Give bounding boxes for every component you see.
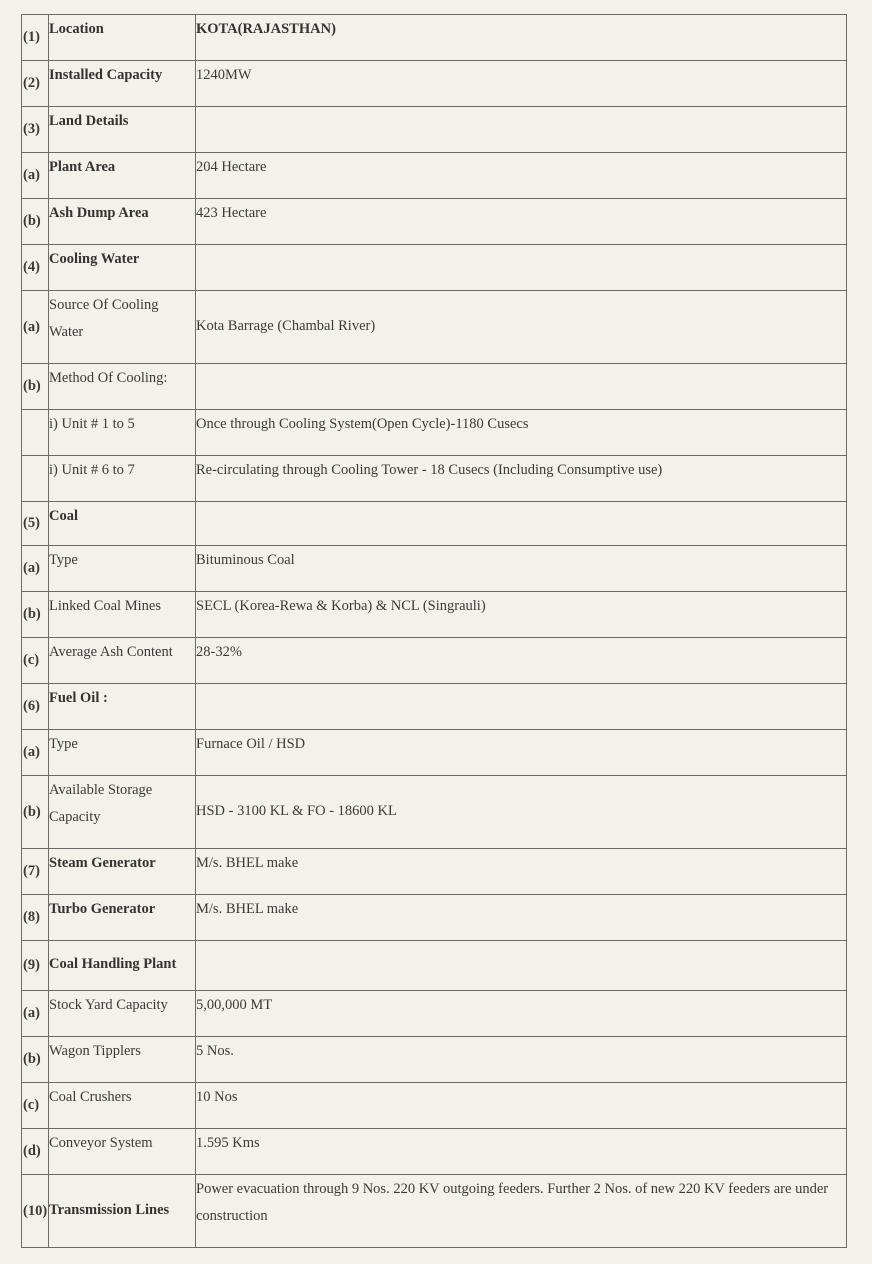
row-label: [49, 1129, 196, 1175]
row-number: (a): [22, 546, 49, 592]
table-row-ash-dump-area: [22, 199, 847, 245]
row-label: [49, 107, 196, 153]
row-value-text: Bituminous Coal: [196, 552, 295, 568]
table-row-fuel-oil-type: [22, 730, 847, 776]
row-value-text: M/s. BHEL make: [196, 855, 299, 871]
row-number: (b): [22, 364, 49, 410]
row-number: (5): [22, 502, 49, 546]
row-label: [49, 245, 196, 291]
row-value-text: 1.595 Kms: [196, 1135, 260, 1151]
row-number: (8): [22, 895, 49, 941]
table-row-stock-yard-capacity: [22, 991, 847, 1037]
row-value-text: [196, 245, 846, 249]
table-row-conveyor-system: [22, 1129, 847, 1175]
table-row-coal-crushers: [22, 1083, 847, 1129]
row-label: [49, 502, 196, 546]
row-label-text: Type: [49, 736, 78, 752]
row-label: [49, 15, 196, 61]
row-value: [196, 61, 847, 107]
row-value: [196, 291, 847, 364]
row-value: [196, 546, 847, 592]
row-value: [196, 1129, 847, 1175]
row-value-text: 423 Hectare: [196, 205, 267, 221]
table-row-installed-capacity: [22, 61, 847, 107]
table-row-average-ash-content: [22, 638, 847, 684]
row-value: [196, 730, 847, 776]
row-number: (2): [22, 61, 49, 107]
row-label: [49, 684, 196, 730]
row-label: [49, 291, 196, 364]
table-row-wagon-tipplers: [22, 1037, 847, 1083]
row-label: [49, 941, 196, 991]
row-number: (4): [22, 245, 49, 291]
row-number: (3): [22, 107, 49, 153]
row-value-text: HSD - 3100 KL & FO - 18600 KL: [196, 802, 397, 819]
row-label-text: Plant Area: [49, 159, 116, 175]
row-label-text: Ash Dump Area: [49, 205, 149, 221]
row-number: (7): [22, 849, 49, 895]
row-value: [196, 991, 847, 1037]
table-row-cooling-water: [22, 245, 847, 291]
row-value: [196, 638, 847, 684]
row-label-text: Fuel Oil :: [49, 690, 108, 706]
row-value-text: 5,00,000 MT: [196, 997, 273, 1013]
table-row-unit-6-to-7: [22, 456, 847, 502]
table-row-coal-type: [22, 546, 847, 592]
row-label: [49, 410, 196, 456]
row-label-text: Stock Yard Capacity: [49, 997, 168, 1013]
row-number: [22, 456, 49, 502]
row-label: [49, 991, 196, 1037]
row-label-text: Available Storage Capacity: [49, 782, 153, 825]
table-row-linked-coal-mines: [22, 592, 847, 638]
row-label: [49, 199, 196, 245]
row-label-text: Type: [49, 552, 78, 568]
row-value-text: [196, 364, 846, 368]
table-row-land-details: [22, 107, 847, 153]
row-label: [49, 1083, 196, 1129]
table-row-unit-1-to-5: [22, 410, 847, 456]
row-value-text: Power evacuation through 9 Nos. 220 KV outgoing feeders. Further 2 Nos. of new 220 KV feeders are under construction: [196, 1181, 829, 1224]
row-label: [49, 1175, 196, 1248]
row-label-text: i) Unit # 1 to 5: [49, 416, 135, 432]
row-label: [49, 776, 196, 849]
row-number: (b): [22, 199, 49, 245]
row-label: [49, 895, 196, 941]
row-value: [196, 1083, 847, 1129]
row-number: (b): [22, 592, 49, 638]
row-label-text: Average Ash Content: [49, 644, 173, 660]
row-number: (d): [22, 1129, 49, 1175]
row-label-text: Installed Capacity: [49, 67, 163, 83]
row-value: [196, 456, 847, 502]
row-value: [196, 684, 847, 730]
row-value: [196, 15, 847, 61]
row-number: (1): [22, 15, 49, 61]
row-label-text: Coal Handling Plant: [49, 956, 177, 972]
row-number: (a): [22, 991, 49, 1037]
row-label-text: Wagon Tipplers: [49, 1043, 141, 1059]
table-row-fuel-oil: [22, 684, 847, 730]
table-row-method-of-cooling: [22, 364, 847, 410]
row-label-text: Transmission Lines: [49, 1201, 170, 1218]
row-number: (c): [22, 638, 49, 684]
row-label-text: i) Unit # 6 to 7: [49, 462, 135, 478]
row-number: (a): [22, 291, 49, 364]
row-label: [49, 638, 196, 684]
row-label-text: Steam Generator: [49, 855, 156, 871]
row-value-text: 28-32%: [196, 644, 242, 660]
row-value: [196, 199, 847, 245]
row-value: [196, 410, 847, 456]
row-label-text: Cooling Water: [49, 251, 140, 267]
row-value: [196, 941, 847, 991]
row-label-text: Coal Crushers: [49, 1089, 132, 1105]
plant-specification-table: [21, 14, 847, 1248]
row-value-text: 204 Hectare: [196, 159, 267, 175]
row-label-text: Turbo Generator: [49, 901, 156, 917]
table-row-turbo-generator: [22, 895, 847, 941]
row-value: [196, 1175, 847, 1248]
row-value-text: KOTA(RAJASTHAN): [196, 21, 336, 37]
row-label-text: Source Of Cooling Water: [49, 297, 159, 340]
row-label: [49, 456, 196, 502]
table-row-location: [22, 15, 847, 61]
row-value-text: 10 Nos: [196, 1089, 238, 1105]
row-value-text: [196, 502, 846, 506]
row-value: [196, 364, 847, 410]
table-row-transmission-lines: [22, 1175, 847, 1248]
row-number: (6): [22, 684, 49, 730]
row-value: [196, 895, 847, 941]
row-label: [49, 546, 196, 592]
row-value-text: Furnace Oil / HSD: [196, 736, 306, 752]
row-label: [49, 364, 196, 410]
row-label-text: Method Of Cooling:: [49, 370, 168, 386]
row-label: [49, 61, 196, 107]
row-label-text: Location: [49, 21, 104, 37]
row-value: [196, 107, 847, 153]
table-row-steam-generator: [22, 849, 847, 895]
row-label: [49, 592, 196, 638]
row-label: [49, 730, 196, 776]
row-value-text: [196, 684, 846, 688]
row-label-text: Conveyor System: [49, 1135, 153, 1151]
row-label: [49, 849, 196, 895]
row-value: [196, 592, 847, 638]
row-value-text: [196, 107, 846, 111]
row-value-text: 1240MW: [196, 67, 252, 83]
row-number: (9): [22, 941, 49, 991]
row-value: [196, 245, 847, 291]
row-value-text: Once through Cooling System(Open Cycle)-1180 Cusecs: [196, 416, 529, 432]
row-number: (a): [22, 730, 49, 776]
table-row-source-of-cooling-water: [22, 291, 847, 364]
row-value-text: Kota Barrage (Chambal River): [196, 317, 376, 334]
row-value-text: Re-circulating through Cooling Tower - 18 Cusecs (Including Consumptive use): [196, 462, 663, 478]
row-label-text: Land Details: [49, 113, 129, 129]
row-number: (a): [22, 153, 49, 199]
row-value-text: 5 Nos.: [196, 1043, 234, 1059]
row-label-text: Coal: [49, 508, 78, 524]
row-number: (10): [22, 1175, 49, 1248]
row-number: (c): [22, 1083, 49, 1129]
table-row-plant-area: [22, 153, 847, 199]
table-row-coal: [22, 502, 847, 546]
row-value: [196, 502, 847, 546]
row-value: [196, 1037, 847, 1083]
row-label: [49, 153, 196, 199]
row-number: (b): [22, 1037, 49, 1083]
row-value: [196, 776, 847, 849]
table-row-coal-handling-plant: [22, 941, 847, 991]
row-number: [22, 410, 49, 456]
row-value-text: [196, 941, 846, 945]
row-label-text: Linked Coal Mines: [49, 598, 161, 614]
row-value-text: M/s. BHEL make: [196, 901, 299, 917]
row-value: [196, 849, 847, 895]
row-label: [49, 1037, 196, 1083]
table-row-available-storage-capacity: [22, 776, 847, 849]
row-number: (b): [22, 776, 49, 849]
row-value-text: SECL (Korea-Rewa & Korba) & NCL (Singrauli): [196, 598, 486, 614]
row-value: [196, 153, 847, 199]
